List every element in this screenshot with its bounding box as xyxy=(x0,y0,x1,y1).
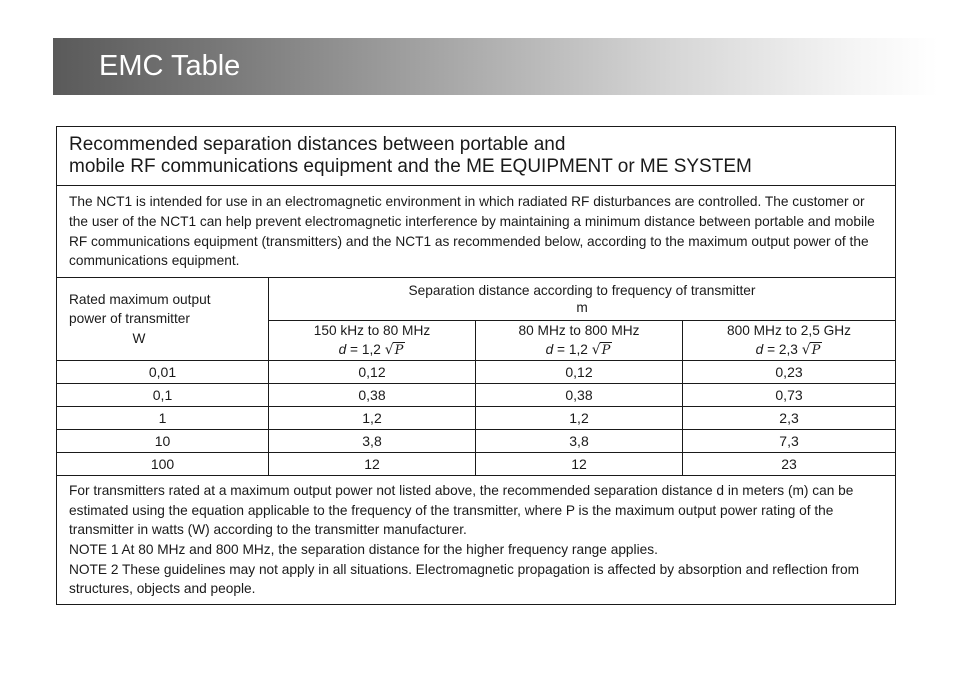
band-range: 800 MHz to 2,5 GHz xyxy=(727,323,852,338)
footer-paragraph: For transmitters rated at a maximum output power not listed above, the recommended separation distance d in meters (m) can be estimated using the equation applicable to the frequency of the transmitter, where P is the maximum output power rating of the transmitter in watts (W) according to the transmitter manufacturer. xyxy=(69,483,854,538)
table-title xyxy=(57,127,896,186)
power-header-unit: W xyxy=(132,330,146,346)
sqrt-icon: √ xyxy=(801,342,811,358)
table-cell: 10 xyxy=(57,430,269,453)
band-header xyxy=(683,321,896,361)
formula-d: d xyxy=(755,342,764,357)
sqrt-icon: √ xyxy=(591,342,601,358)
band-range: 80 MHz to 800 MHz xyxy=(518,323,640,338)
table-cell: 1 xyxy=(57,407,269,430)
formula-coefficient: = 1,2 xyxy=(553,342,588,357)
band-formula xyxy=(756,342,823,357)
note-2: NOTE 2 These guidelines may not apply in all situations. Electromagnetic propagation is affected by absorption and reflection from structures, objects and people. xyxy=(69,561,860,597)
table-title-line-2: mobile RF communications equipment and the ME EQUIPMENT or ME SYSTEM xyxy=(69,156,752,177)
separation-header-label: Separation distance according to frequency of transmitter xyxy=(408,283,756,298)
separation-header xyxy=(269,278,896,321)
table-cell: 100 xyxy=(57,453,269,476)
table-cell: 0,73 xyxy=(683,384,896,407)
table-row xyxy=(57,384,896,407)
table-row xyxy=(57,407,896,430)
table-cell: 0,1 xyxy=(57,384,269,407)
sqrt-icon: √ xyxy=(384,342,394,358)
table-cell: 12 xyxy=(476,453,683,476)
table-row xyxy=(57,430,896,453)
power-header-line-2: power of transmitter xyxy=(69,311,190,327)
formula-d: d xyxy=(338,342,347,357)
band-header xyxy=(476,321,683,361)
power-header-line-1: Rated maximum output xyxy=(69,291,211,307)
power-column-header xyxy=(57,278,269,361)
table-cell: 0,12 xyxy=(476,361,683,384)
note-1: NOTE 1 At 80 MHz and 800 MHz, the separation distance for the higher frequency range applies. xyxy=(69,542,658,557)
footer-notes xyxy=(57,476,896,605)
table-cell: 3,8 xyxy=(269,430,476,453)
table-cell: 0,38 xyxy=(269,384,476,407)
table-row xyxy=(57,361,896,384)
band-header xyxy=(269,321,476,361)
formula-coefficient: = 2,3 xyxy=(763,342,798,357)
table-cell: 1,2 xyxy=(269,407,476,430)
page-title: EMC Table xyxy=(99,50,241,82)
table-cell: 12 xyxy=(269,453,476,476)
band-range: 150 kHz to 80 MHz xyxy=(313,323,431,338)
table-cell: 0,01 xyxy=(57,361,269,384)
table-row xyxy=(57,453,896,476)
emc-table xyxy=(56,126,896,605)
formula-p: P xyxy=(811,343,821,358)
table-cell: 3,8 xyxy=(476,430,683,453)
separation-header-unit: m xyxy=(576,300,588,315)
table-title-line-1: Recommended separation distances between portable and xyxy=(69,134,566,155)
table-cell: 2,3 xyxy=(683,407,896,430)
band-formula xyxy=(339,342,406,357)
formula-d: d xyxy=(545,342,554,357)
table-cell: 0,23 xyxy=(683,361,896,384)
intro-text: The NCT1 is intended for use in an electromagnetic environment in which radiated RF disturbances are controlled. The customer or the user of the NCT1 can help prevent electromagnetic interference by maintaining a minimum distance between portable and mobile RF communications equipment (transmitters) and the NCT1 as recommended below, according to the maximum output power of the communications equipment. xyxy=(57,186,896,278)
header-banner xyxy=(53,38,938,95)
table-cell: 23 xyxy=(683,453,896,476)
table-cell: 7,3 xyxy=(683,430,896,453)
table-cell: 1,2 xyxy=(476,407,683,430)
formula-p: P xyxy=(601,343,611,358)
formula-p: P xyxy=(394,343,404,358)
table-cell: 0,38 xyxy=(476,384,683,407)
band-formula xyxy=(546,342,613,357)
table-cell: 0,12 xyxy=(269,361,476,384)
formula-coefficient: = 1,2 xyxy=(346,342,381,357)
